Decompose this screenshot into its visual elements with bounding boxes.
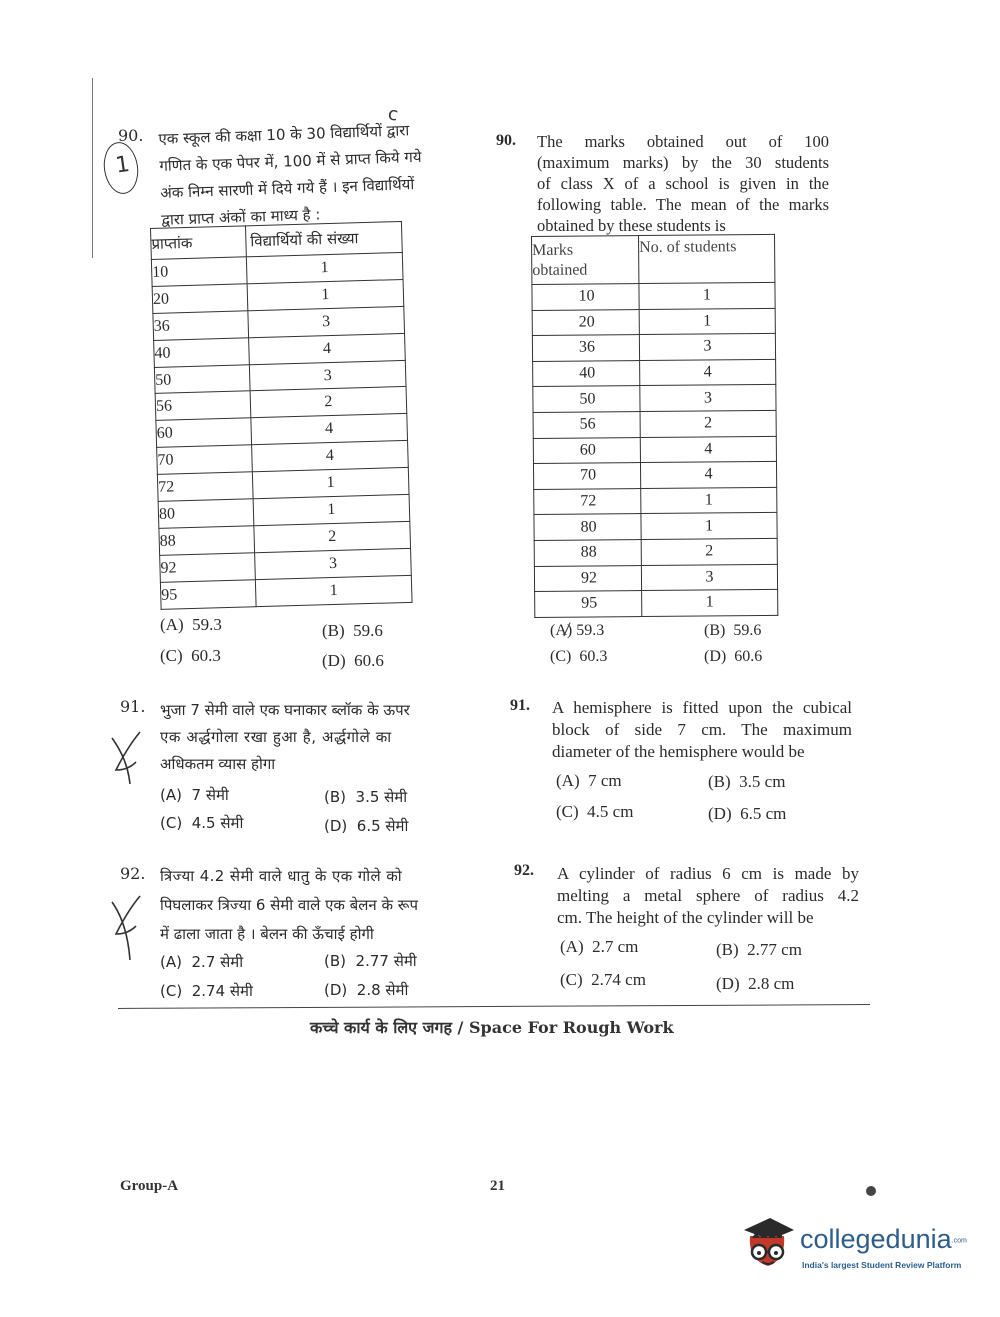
q91-hindi-number: 91. (120, 697, 146, 716)
table-cell-students: 1 (246, 252, 403, 283)
q90-english-table-wrap (531, 234, 778, 618)
q91-english-option-b: (B) 3.5 cm (708, 772, 786, 791)
table-cell-marks: 10 (532, 284, 639, 311)
table-cell-students: 4 (640, 436, 776, 463)
table-cell-students: 1 (639, 282, 775, 309)
q90-hindi-question (158, 116, 462, 234)
q90-english-question (537, 131, 829, 236)
rough-work-label: कच्चे कार्य के लिए जगह / Space For Rough Work (310, 1018, 674, 1037)
option-value: 60.3 (579, 648, 608, 665)
option-value: 60.6 (354, 651, 384, 670)
table-cell-marks: 88 (159, 526, 255, 556)
table-row (534, 564, 777, 592)
table-cell-marks: 20 (152, 284, 248, 314)
table-cell-students: 1 (641, 513, 777, 540)
q92-hindi-option-d: (D) 2.8 सेमी (324, 981, 409, 999)
table-row (534, 538, 777, 566)
q92-english-number: 92. (514, 862, 534, 879)
table-cell-students: 3 (255, 548, 412, 579)
logo-suffix: .com (951, 1237, 967, 1245)
table-cell-marks: 20 (532, 309, 639, 336)
q90-english-table (531, 234, 778, 618)
table-cell-marks: 60 (156, 418, 252, 448)
table-row (533, 359, 776, 387)
q91-hindi-line-3: अधिकतम व्यास होगा (160, 755, 276, 773)
table-cell-students: 2 (640, 410, 776, 437)
q91-english-line-3: diameter of the hemisphere would be (552, 742, 805, 761)
table-cell-students: 1 (252, 468, 409, 499)
q90-english-line-3: of class X of a school is given in the (537, 174, 829, 193)
q90-english-line-1: The marks obtained out of 100 (537, 132, 829, 151)
hindi-header-marks: प्राप्तांक (151, 226, 247, 260)
option-value: 60.3 (191, 646, 221, 665)
q92-hindi-line-1: त्रिज्या 4.2 सेमी वाले धातु के एक गोले को (160, 867, 403, 885)
table-cell-students: 4 (251, 414, 408, 445)
table-row (532, 282, 775, 310)
option-value: 60.6 (734, 648, 763, 665)
q92-english-question (557, 863, 859, 929)
q90-english-line-2: (maximum marks) by the 30 students (537, 153, 829, 172)
table-cell-students: 1 (253, 494, 410, 525)
q91-hindi-line-2: एक अर्द्धगोला रखा हुआ है, अर्द्धगोले का (160, 728, 392, 746)
q91-hindi-option-d: (D) 6.5 सेमी (324, 817, 409, 835)
table-cell-students: 4 (252, 441, 409, 472)
table-cell-marks: 95 (160, 579, 256, 609)
table-cell-students: 2 (641, 538, 777, 565)
table-cell-marks: 92 (534, 565, 641, 592)
option-label: (D) (704, 648, 727, 665)
table-cell-marks: 95 (535, 591, 642, 618)
table-cell-marks: 56 (155, 391, 251, 421)
option-label: (C) (160, 646, 183, 665)
left-margin-line (92, 78, 93, 258)
q90-hindi-line-3: अंक निम्न सारणी में दिये गये हैं । इन विद्यार्थियों (160, 175, 415, 202)
table-row (160, 575, 412, 609)
q90-english-number: 90. (496, 132, 516, 149)
table-cell-marks: 72 (534, 488, 641, 515)
q91-english-option-d: (D) 6.5 cm (708, 804, 787, 823)
table-cell-students: 3 (248, 306, 405, 337)
option-label: (C) (550, 648, 572, 665)
option-value: 59.6 (733, 622, 762, 639)
q90-hindi-line-2: गणित के एक पेपर में, 100 में से प्राप्त किये गये (159, 147, 422, 175)
q91-hindi-option-a: (A) 7 सेमी (160, 786, 229, 804)
hindi-header-students: विद्यार्थियों की संख्या (245, 221, 402, 256)
q92-english-option-d: (D) 2.8 cm (716, 974, 795, 993)
table-cell-marks: 80 (158, 499, 254, 529)
table-cell-marks: 92 (160, 553, 256, 583)
q91-hindi-option-c: (C) 4.5 सेमी (160, 814, 244, 832)
option-label: (A) (550, 622, 573, 639)
table-cell-marks: 36 (532, 335, 639, 362)
table-header-row (532, 234, 775, 284)
q90-hindi-line-1: एक स्कूल की कक्षा 10 के 30 विद्यार्थियों द्वारा (158, 121, 410, 148)
q92-english-option-b: (B) 2.77 cm (716, 940, 802, 959)
table-row (534, 513, 777, 541)
q92-hindi-option-a: (A) 2.7 सेमी (160, 953, 244, 971)
q92-hindi-option-c: (C) 2.74 सेमी (160, 982, 253, 1000)
table-cell-marks: 10 (151, 257, 247, 287)
table-cell-students: 2 (250, 387, 407, 418)
logo-wordmark (800, 1224, 967, 1255)
q91-hindi-line-1: भुजा 7 सेमी वाले एक घनाकार ब्लॉक के ऊपर (160, 701, 410, 719)
q90-hindi-number: 90. (118, 126, 144, 145)
table-row (535, 589, 778, 617)
table-cell-students: 1 (641, 487, 777, 514)
table-cell-marks: 40 (533, 360, 640, 387)
q90-hindi-option-a (160, 615, 222, 635)
table-row (533, 385, 776, 413)
option-label: (D) (322, 651, 346, 670)
q90-english-option-a (550, 622, 604, 640)
logo-name: collegedunia (800, 1224, 952, 1254)
q90-english-option-d (704, 648, 762, 666)
table-cell-marks: 56 (533, 412, 640, 439)
option-label: (B) (704, 622, 726, 639)
table-cell-marks: 36 (153, 311, 249, 341)
table-cell-marks: 50 (533, 386, 640, 413)
option-value: 59.6 (353, 621, 383, 640)
q92-english-option-a: (A) 2.7 cm (560, 937, 639, 956)
table-cell-students: 1 (642, 589, 778, 616)
q92-english-line-3: cm. The height of the cylinder will be (557, 908, 814, 927)
top-scribble: c (386, 103, 400, 126)
q90-hindi-option-c (160, 646, 221, 666)
table-row (533, 410, 776, 438)
table-cell-marks: 60 (533, 437, 640, 464)
q90-circled-mark (101, 140, 142, 196)
table-row (533, 436, 776, 464)
q91-english-line-1: A hemisphere is fitted upon the cubical (552, 698, 852, 717)
q91-english-option-a: (A) 7 cm (556, 771, 622, 790)
q92-english-line-1: A cylinder of radius 6 cm is made by (557, 864, 859, 883)
table-cell-marks: 88 (534, 539, 641, 566)
table-cell-marks: 40 (154, 337, 250, 367)
table-cell-marks: 70 (533, 463, 640, 490)
footer-group-label: Group-A (120, 1178, 179, 1194)
mascot-icon (740, 1216, 796, 1280)
q91-english-question (552, 697, 852, 763)
table-cell-marks: 80 (534, 514, 641, 541)
q91-cross-mark-icon (108, 726, 148, 786)
q90-hindi-table-wrap (150, 221, 413, 609)
option-value: 59.3 (192, 615, 222, 634)
table-cell-students: 1 (255, 575, 412, 606)
english-header-students: No. of students (639, 234, 775, 283)
q90-handwritten-answer: 1 (113, 151, 132, 179)
q91-hindi-question (160, 697, 470, 778)
q90-english-option-c (550, 648, 607, 666)
q91-english-number: 91. (510, 697, 530, 714)
q92-hindi-number: 92. (120, 864, 146, 883)
q91-hindi-option-b: (B) 3.5 सेमी (324, 788, 408, 806)
table-cell-students: 1 (639, 308, 775, 335)
q91-english-option-c: (C) 4.5 cm (556, 802, 634, 821)
option-value: 59.3 (576, 622, 605, 639)
table-row (532, 308, 775, 336)
q92-hindi-line-2: पिघलाकर त्रिज्या 6 सेमी वाले एक बेलन के रूप (160, 896, 418, 914)
table-cell-marks: 72 (157, 472, 253, 502)
q90-english-line-5: obtained by these students is (537, 216, 726, 235)
q92-english-option-c: (C) 2.74 cm (560, 970, 646, 989)
q92-hindi-question (160, 862, 470, 949)
table-cell-students: 2 (254, 521, 411, 552)
q90-hindi-option-d (322, 651, 384, 671)
table-cell-students: 4 (249, 333, 406, 364)
option-label: (A) (160, 615, 184, 634)
table-row (534, 487, 777, 515)
q92-hindi-line-3: में ढाला जाता है । बेलन की ऊँचाई होगी (160, 925, 374, 943)
table-cell-students: 4 (640, 462, 776, 489)
english-header-marks: Marks obtained (532, 236, 639, 285)
table-cell-students: 4 (640, 359, 776, 386)
table-row (533, 462, 776, 490)
q92-english-line-2: melting a metal sphere of radius 4.2 (557, 886, 859, 905)
stray-mark (866, 1186, 876, 1196)
collegedunia-logo (740, 1214, 970, 1286)
q90-english-option-b (704, 622, 761, 640)
table-cell-students: 3 (249, 360, 406, 391)
logo-tagline: India's largest Student Review Platform (802, 1260, 962, 1270)
footer-page-number: 21 (490, 1178, 505, 1194)
q90-hindi-table (150, 221, 413, 609)
option-label: (B) (322, 621, 345, 640)
table-row (532, 334, 775, 362)
q92-hindi-option-b: (B) 2.77 सेमी (324, 952, 417, 970)
q90-hindi-line-4: द्वारा प्राप्त अंकों का माध्य है : (160, 205, 321, 229)
table-cell-students: 3 (641, 564, 777, 591)
q90-hindi-option-b (322, 621, 383, 641)
q90-english-line-4: following table. The mean of the marks (537, 195, 829, 214)
table-cell-students: 1 (247, 279, 404, 310)
table-cell-marks: 50 (154, 364, 250, 394)
table-cell-students: 3 (639, 334, 775, 361)
table-cell-students: 3 (640, 385, 776, 412)
table-cell-marks: 70 (157, 445, 253, 475)
q91-english-line-2: block of side 7 cm. The maximum (552, 720, 852, 739)
q92-cross-mark-icon (108, 892, 148, 962)
